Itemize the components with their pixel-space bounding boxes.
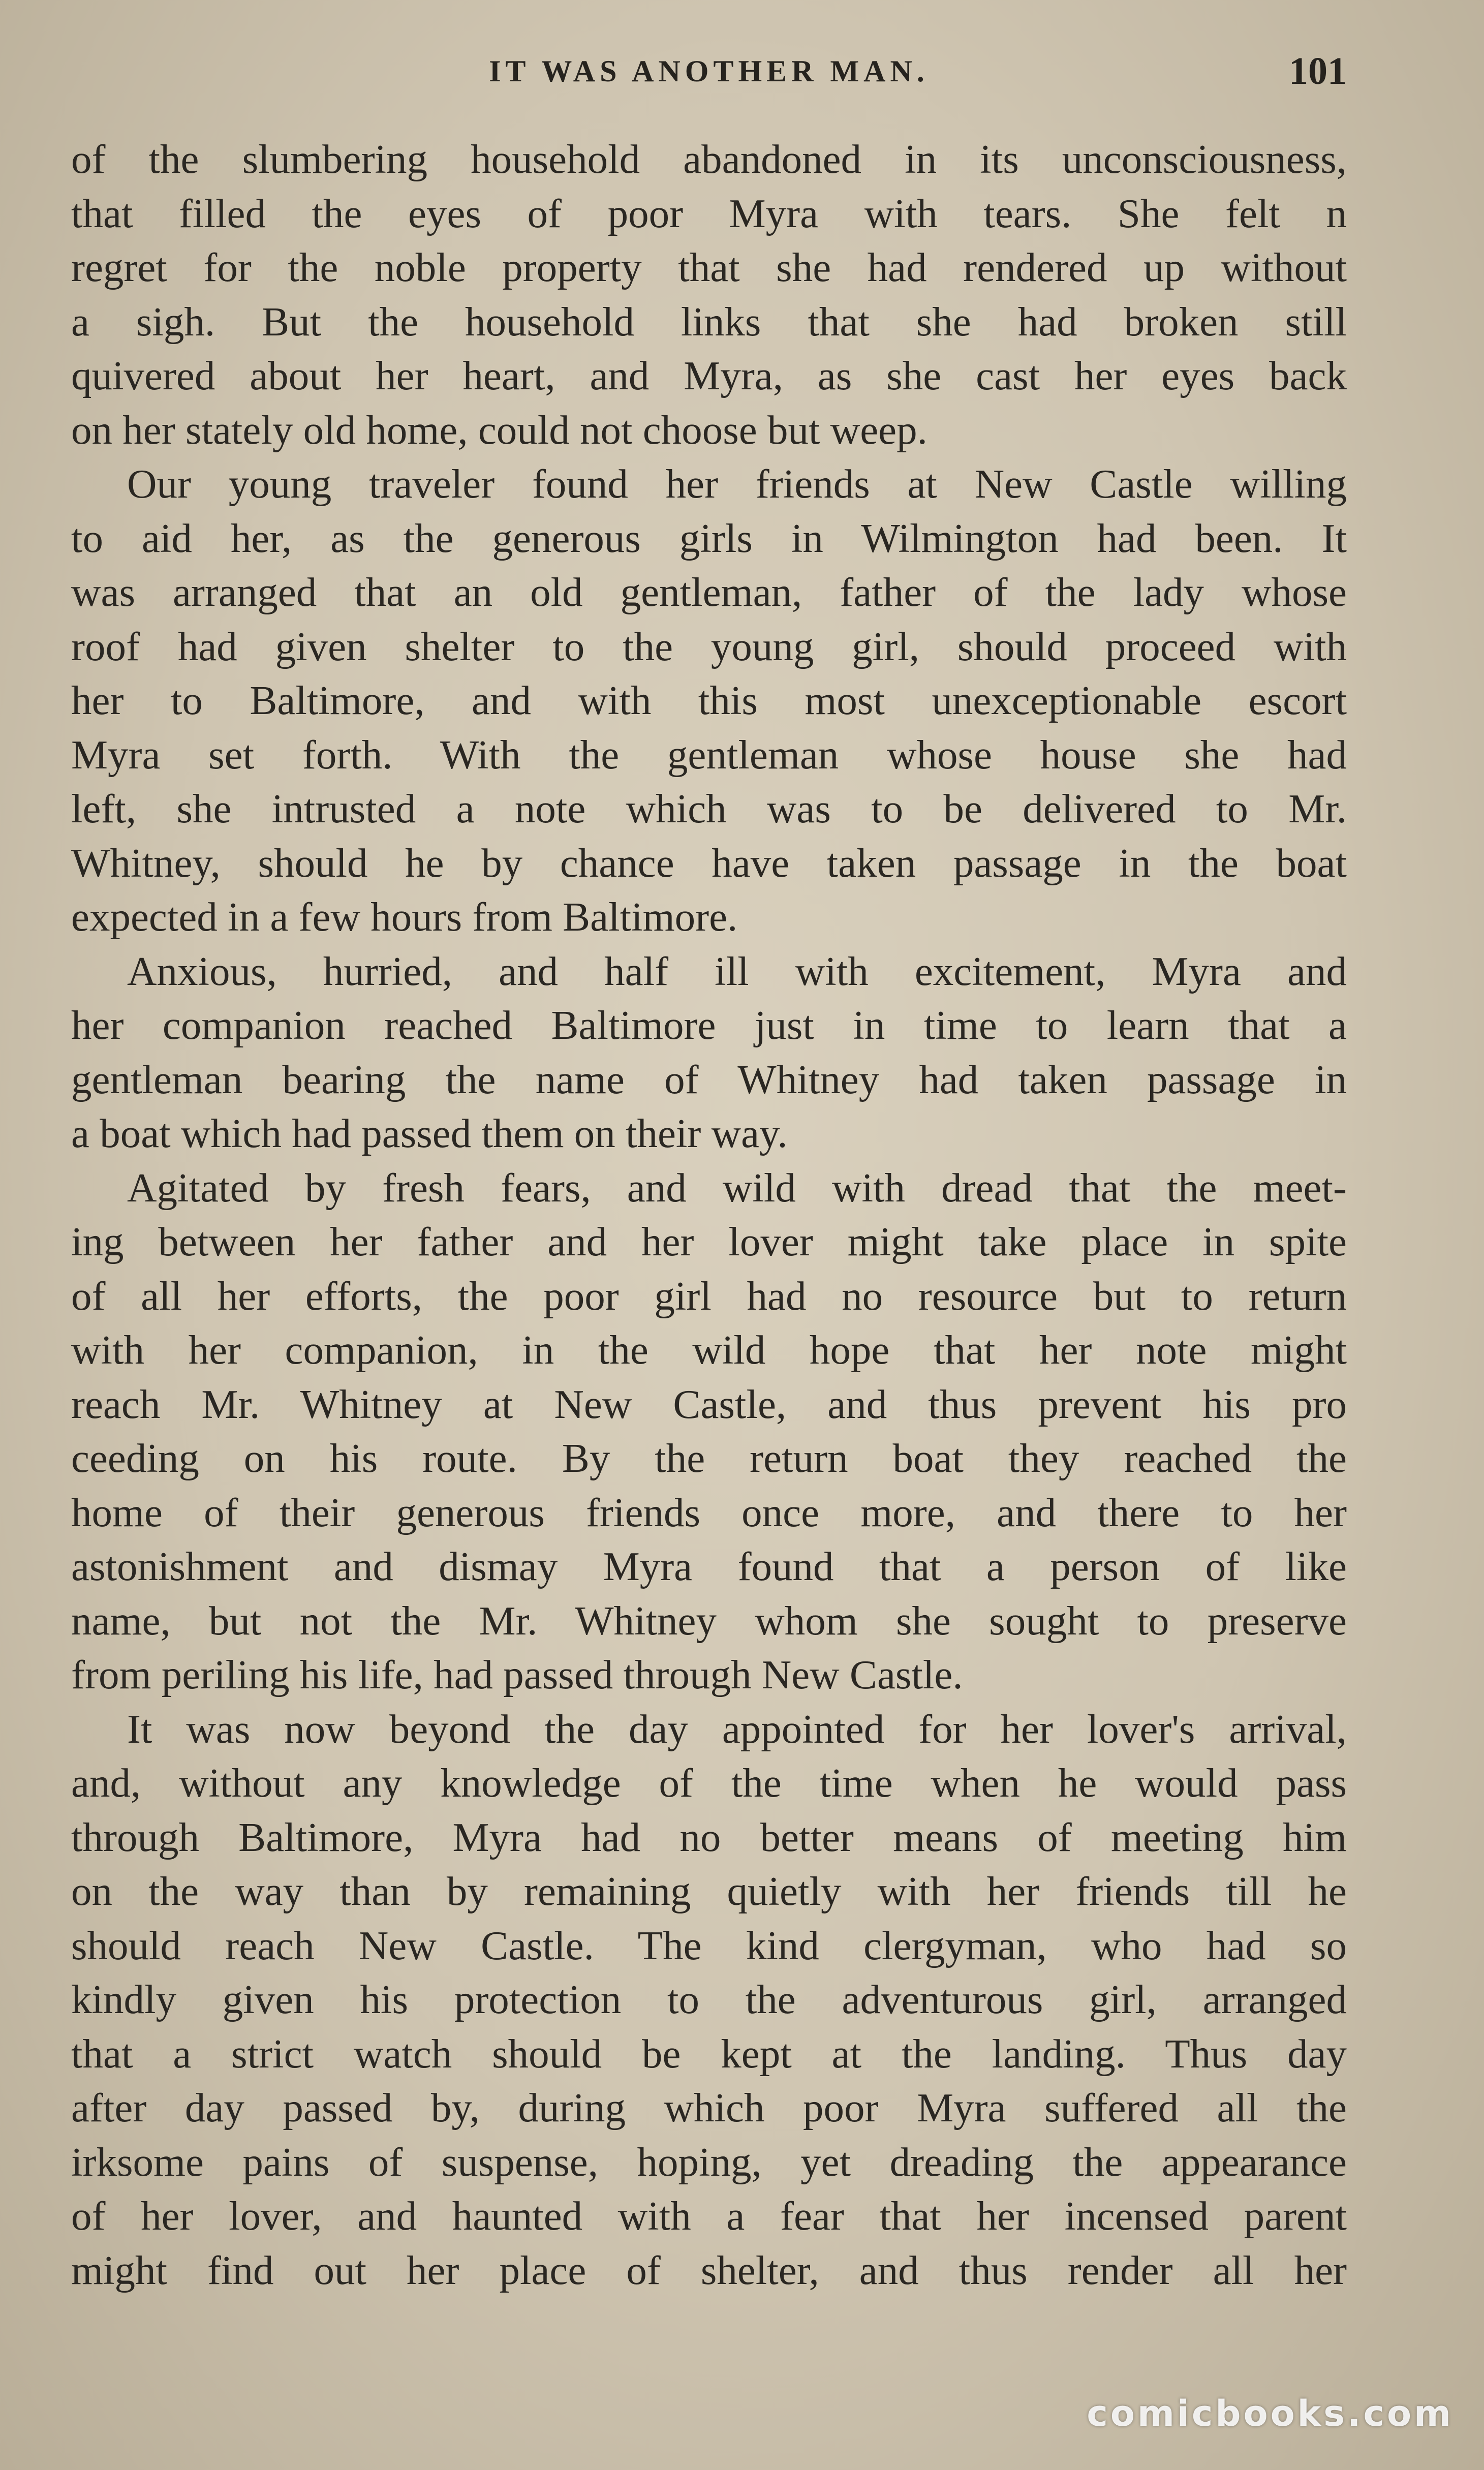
text-line: to aid her, as the generous girls in Wilmington had been. It	[71, 515, 1347, 561]
text-line: home of their generous friends once more, and there to her	[71, 1489, 1347, 1535]
text-line: and, without any knowledge of the time when he would pass	[71, 1760, 1347, 1806]
text-line: on her stately old home, could not choose but weep.	[71, 407, 927, 453]
text-line: regret for the noble property that she had rendered up without	[71, 244, 1347, 290]
text-line: that filled the eyes of poor Myra with tears. She felt n	[71, 190, 1347, 236]
running-head: IT WAS ANOTHER MAN.	[489, 54, 929, 88]
text-line: kindly given his protection to the adventurous girl, arranged	[71, 1977, 1347, 2022]
text-line: her to Baltimore, and with this most unexceptionable escort	[71, 677, 1347, 723]
text-line: ceeding on his route. By the return boat they reached the	[71, 1435, 1347, 1481]
text-line: irksome pains of suspense, hoping, yet dreading the appearance	[71, 2139, 1347, 2185]
text-line: of her lover, and haunted with a fear that her incensed parent	[71, 2193, 1347, 2239]
text-line: a boat which had passed them on their way.	[71, 1110, 788, 1156]
text-line: should reach New Castle. The kind clergyman, who had so	[71, 1922, 1347, 1968]
text-line: roof had given shelter to the young girl, should proceed with	[71, 623, 1347, 669]
text-line: on the way than by remaining quietly with her friends till he	[71, 1868, 1347, 1914]
text-line: Anxious, hurried, and half ill with excitement, Myra and	[127, 948, 1347, 994]
text-line: that a strict watch should be kept at the landing. Thus day	[71, 2030, 1347, 2077]
text-line: a sigh. But the household links that she had broken still	[71, 298, 1347, 345]
text-line: after day passed by, during which poor Myra suffered all the	[71, 2085, 1347, 2131]
text-line: with her companion, in the wild hope that her note might	[71, 1327, 1347, 1373]
text-line: ing between her father and her lover might take place in spite	[71, 1219, 1347, 1264]
text-line: Myra set forth. With the gentleman whose house she had	[71, 731, 1347, 778]
text-line: of the slumbering household abandoned in its unconsciousness,	[71, 136, 1347, 182]
text-line: astonishment and dismay Myra found that a person of like	[71, 1543, 1347, 1589]
text-line: from periling his life, had passed through New Castle.	[71, 1652, 963, 1697]
text-line: of all her efforts, the poor girl had no resource but to return	[71, 1273, 1347, 1319]
text-line: left, she intrusted a note which was to be delivered to Mr.	[71, 786, 1347, 831]
text-line: might find out her place of shelter, and thus render all her	[71, 2247, 1347, 2293]
text-line: reach Mr. Whitney at New Castle, and thus prevent his pro	[71, 1381, 1347, 1427]
text-line: It was now beyond the day appointed for her lover's arrival,	[127, 1706, 1347, 1752]
text-line: Agitated by fresh fears, and wild with dread that the meet-	[127, 1164, 1347, 1211]
text-line: her companion reached Baltimore just in time to learn that a	[71, 1002, 1347, 1048]
text-line: through Baltimore, Myra had no better means of meeting him	[71, 1814, 1347, 1860]
page-header	[71, 41, 1347, 102]
text-line: Whitney, should he by chance have taken passage in the boat	[71, 840, 1347, 886]
watermark: comicbooks.com	[1087, 2393, 1454, 2434]
text-line: Our young traveler found her friends at New Castle willing	[127, 461, 1347, 507]
body-text	[71, 132, 1347, 2297]
text-line: quivered about her heart, and Myra, as she cast her eyes back	[71, 353, 1347, 398]
text-line: gentleman bearing the name of Whitney had taken passage in	[71, 1056, 1347, 1102]
text-line: name, but not the Mr. Whitney whom she sought to preserve	[71, 1597, 1347, 1644]
text-line: was arranged that an old gentleman, father of the lady whose	[71, 569, 1347, 615]
text-line: expected in a few hours from Baltimore.	[71, 894, 738, 940]
page-number: 101	[1289, 50, 1347, 92]
